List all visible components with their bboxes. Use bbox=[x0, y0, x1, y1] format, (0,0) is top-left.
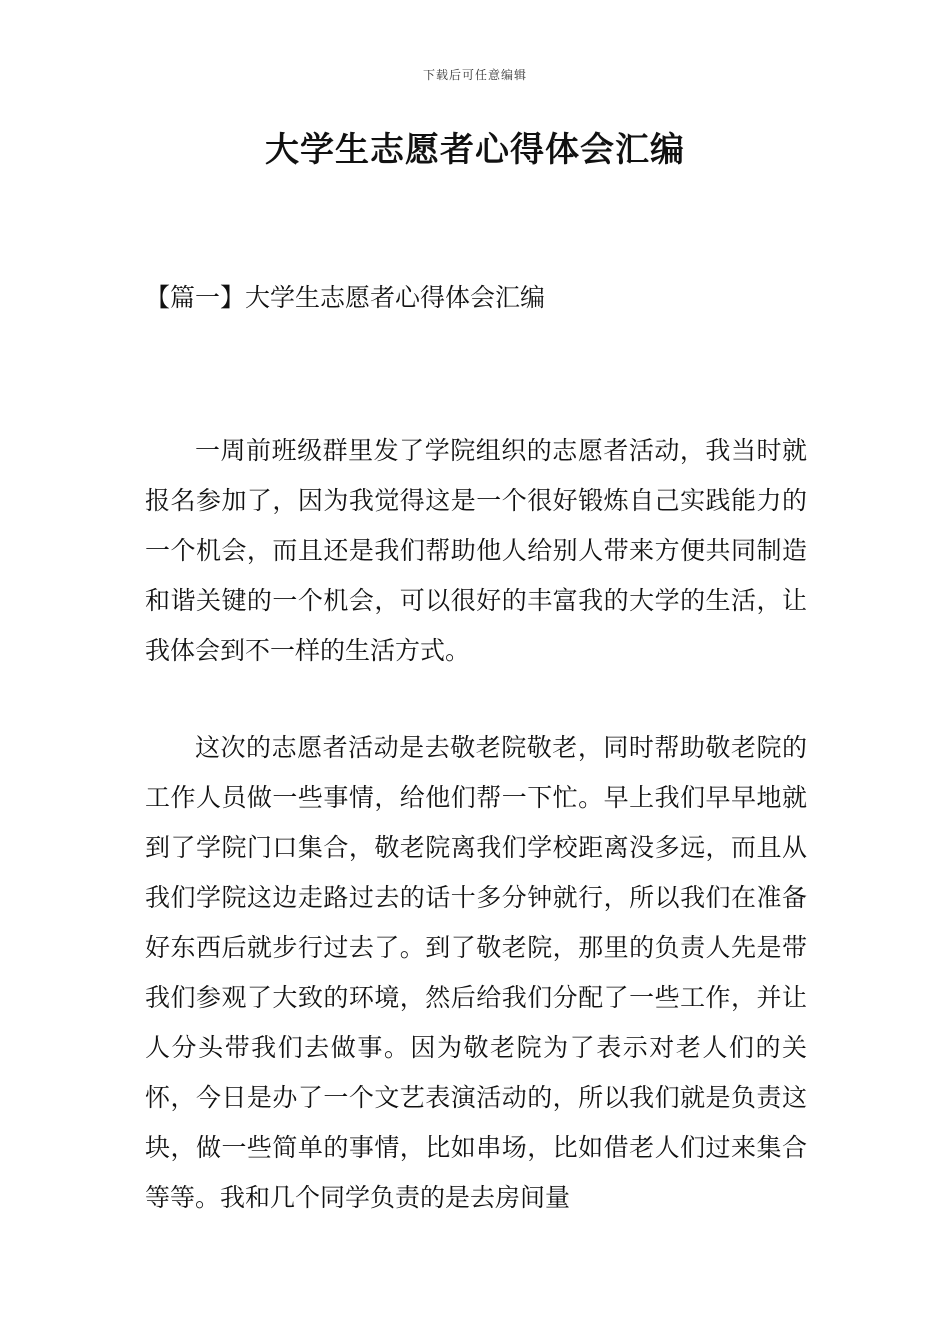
document-title: 大学生志愿者心得体会汇编 bbox=[265, 130, 685, 170]
header-note: 下载后可任意编辑 bbox=[422, 68, 527, 82]
body-paragraph-1: 一周前班级群里发了学院组织的志愿者活动，我当时就报名参加了，因为我觉得这是一个很好锻炼自己实践能力的一个机会，而且还是我们帮助他人给别人带来方便共同制造和谐关键的一个机会，可以很好的丰富我的大学的生活，让我体会到不一样的生活方式。 bbox=[145, 436, 807, 665]
body-paragraph-2: 这次的志愿者活动是去敬老院敬老，同时帮助敬老院的工作人员做一些事情，给他们帮一下忙。早上我们早早地就到了学院门口集合，敬老院离我们学校距离没多远，而且从我们学院这边走路过去的话十多分钟就行，所以我们在准备好东西后就步行过去了。到了敬老院，那里的负责人先是带我们参观了大致的环境，然后给我们分配了一些工作，并让人分头带我们去做事。因为敬老院为了表示对老人们的关怀，今日是办了一个文艺表演活动的，所以我们就是负责这块，做一些简单的事情，比如串场，比如借老人们过来集合等等。我和几个同学负责的是去房间量 bbox=[145, 733, 807, 1212]
section-heading: 【篇一】大学生志愿者心得体会汇编 bbox=[145, 283, 546, 312]
